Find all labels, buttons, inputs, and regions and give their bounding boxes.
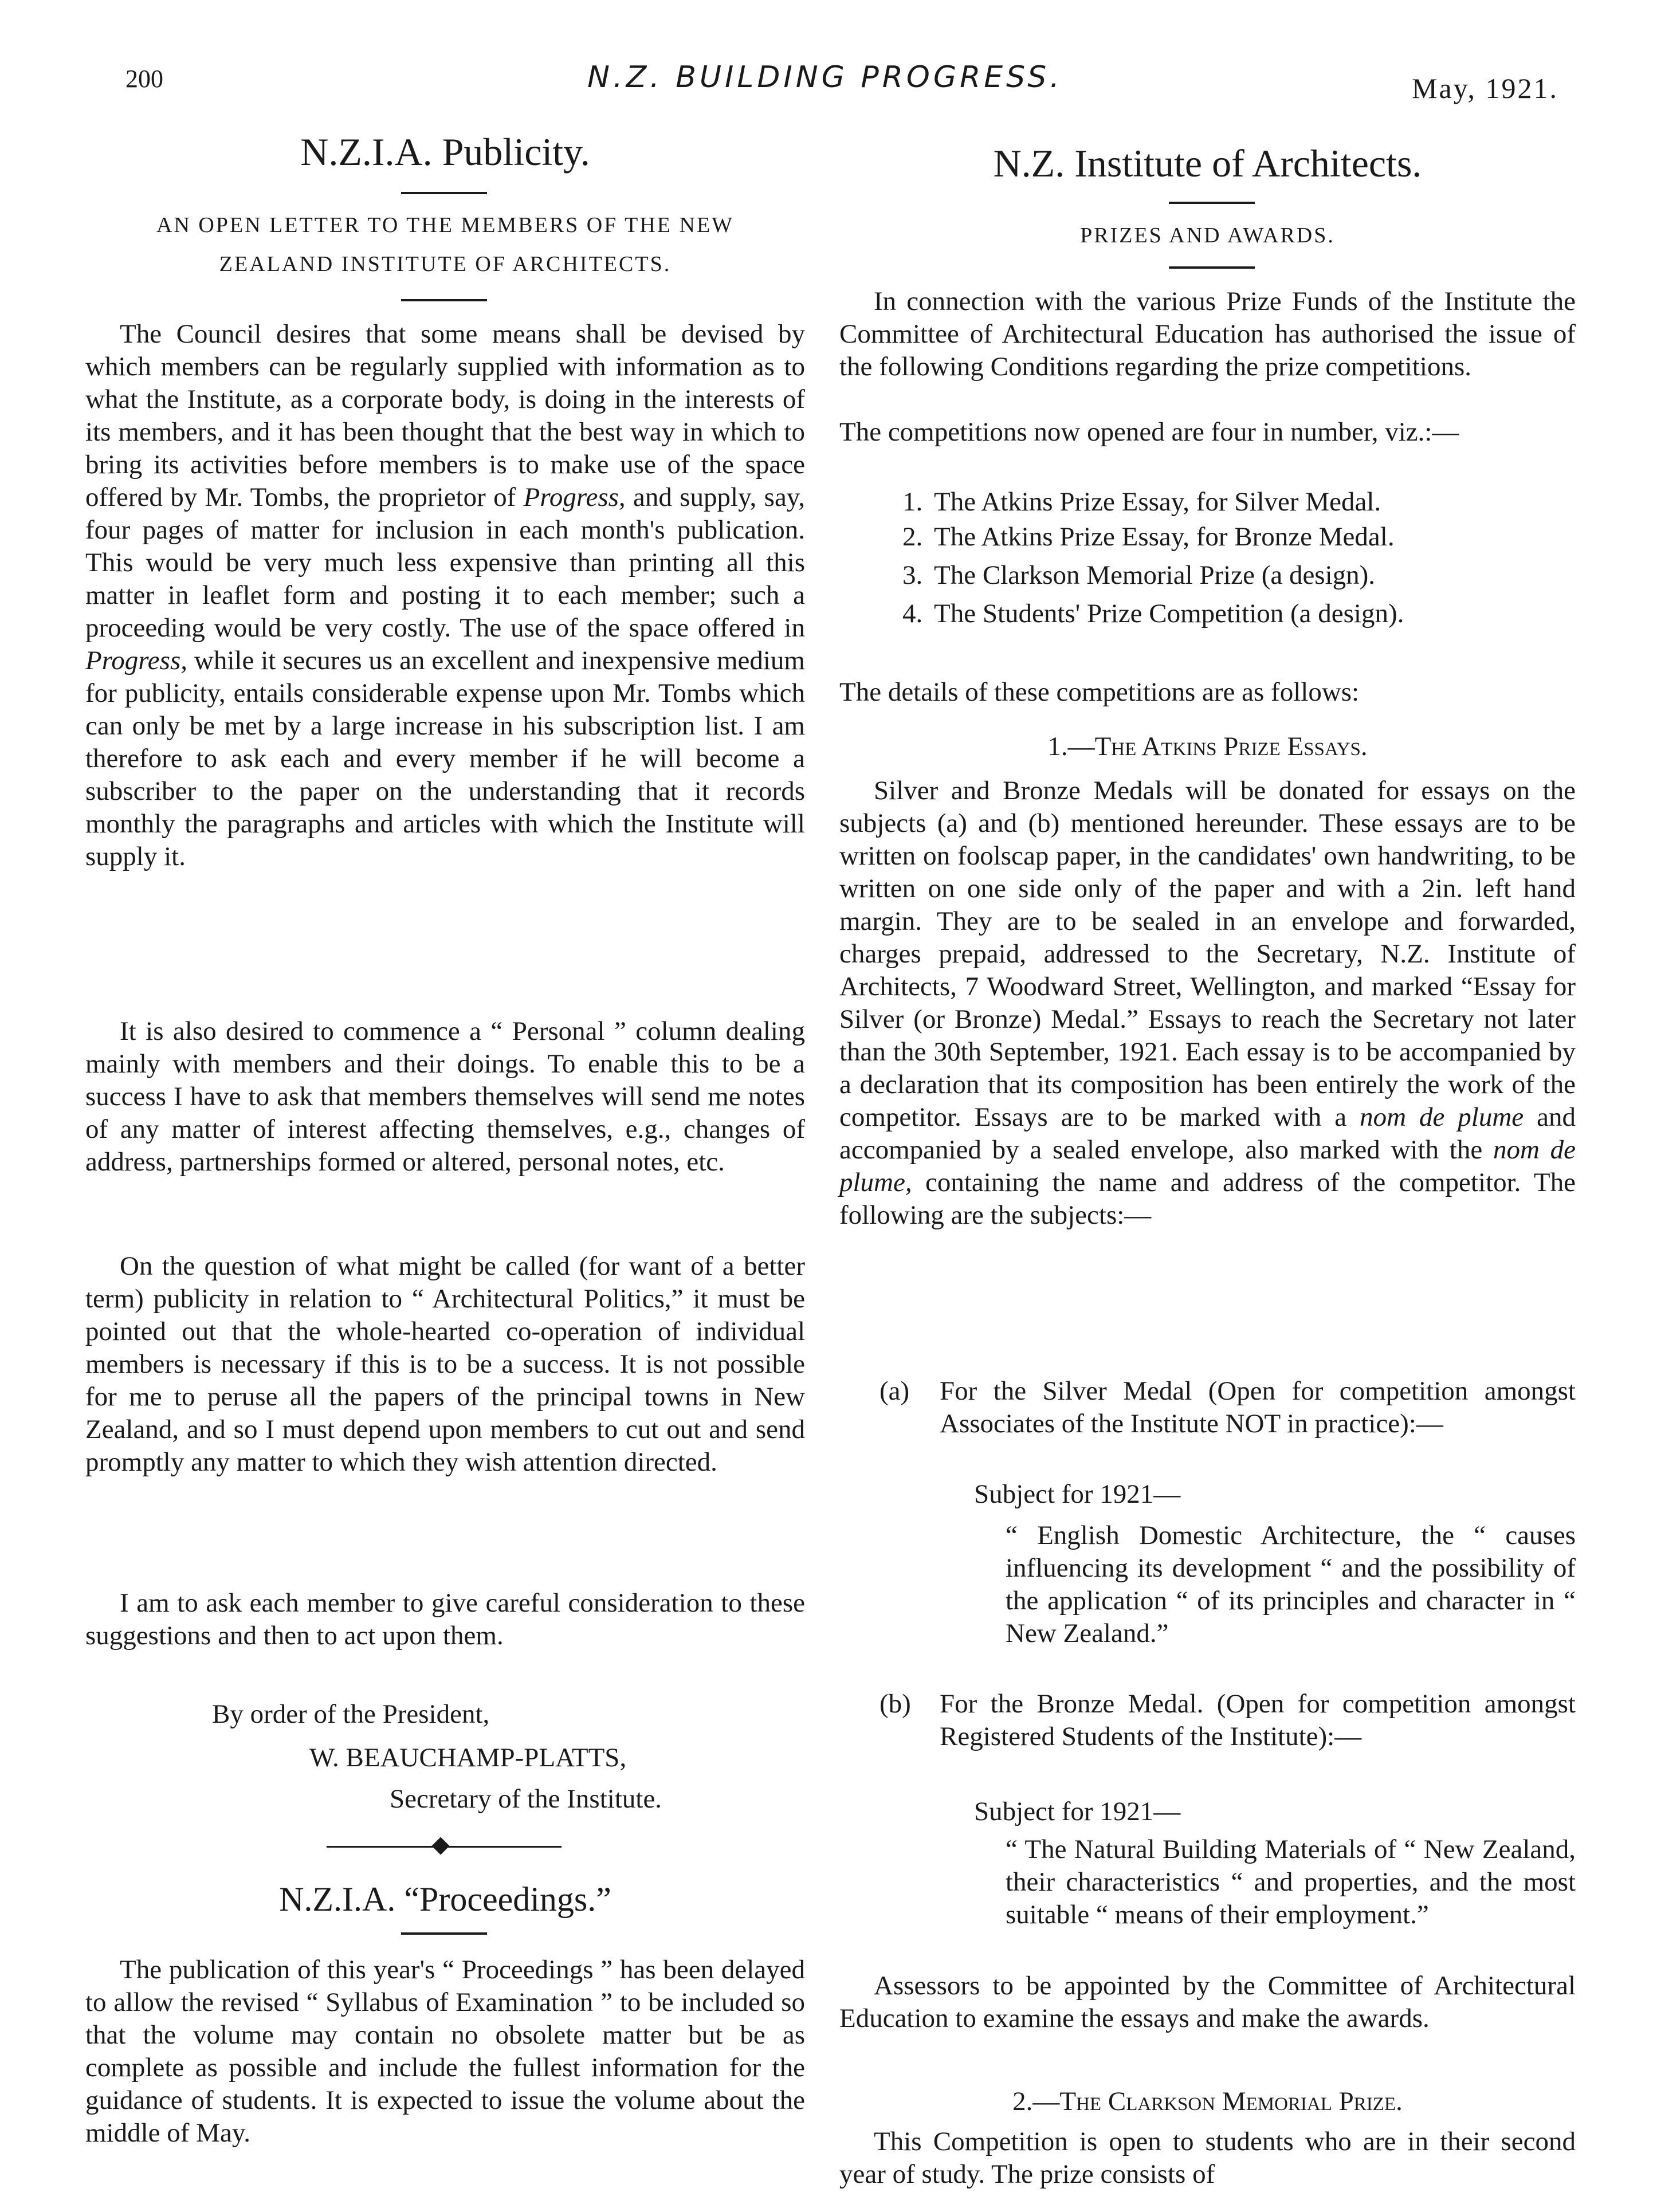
list-item: 4. The Students' Prize Competition (a design). [902, 599, 1404, 628]
divider [401, 299, 487, 301]
competitions-intro: The competitions now opened are four in number, viz.:— [839, 417, 1459, 447]
prizes-subtitle: PRIZES AND AWARDS. [1080, 223, 1335, 247]
proceedings-paragraph: The publication of this year's “ Proceedings ” has been delayed to allow the revised “ Syllabus of Examination ” to be included so that the volume may contain no obsolete matter but be as complete as possible and include the fullest information for the guidance of students. It is expected to issue the volume about the middle of May. [85, 1955, 805, 2148]
details-intro: The details of these competitions are as follows: [839, 677, 1360, 707]
signature-line-1: By order of the President, [212, 1699, 490, 1729]
institute-heading: N.Z. Institute of Architects. [993, 142, 1422, 185]
diamond-ornament-icon [431, 1837, 449, 1855]
list-item: 3. The Clarkson Memorial Prize (a design). [902, 560, 1376, 590]
item-b-label: (b) [879, 1689, 911, 1719]
atkins-paragraph: Silver and Bronze Medals will be donated for essays on the subjects (a) and (b) mentioned hereunder. These essays are to be written on foolscap paper, in the candidates' own handwriting, to be written on one side only of the paper and with a 2in. left hand margin. They are to be sealed in an envelope and forwarded, charges prepaid, addressed to the Secretary, N.Z. Institute of Architects, 7 Woodward Street, Wellington, and marked “Essay for Silver (or Bronze) Medal.” Essays to reach the Secretary not later than the 30th September, 1921. Each essay is to be accompanied by a declaration that its composition has been entirely the work of the competitor. Essays are to be marked with a nom de plume and accompanied by a sealed envelope, also marked with the nom de plume, containing the name and address of the competitor. The following are the subjects:— [839, 776, 1576, 1230]
list-item: 2. The Atkins Prize Essay, for Bronze Medal. [902, 522, 1395, 552]
item-a-text: For the Silver Medal (Open for competition amongst Associates of the Institute NOT in practice):— [940, 1376, 1576, 1439]
item-b-quote: “ The Natural Building Materials of “ New Zealand, their characteristics “ and properties, and the most suitable “ means of their employment.” [1006, 1834, 1576, 1930]
publicity-paragraph-2: It is also desired to commence a “ Personal ” column dealing mainly with members and their doings. To enable this to be a success I have to ask that members themselves will send me notes of any matter of interest affecting themselves, e.g., changes of address, partnerships formed or altered, personal notes, etc. [85, 1016, 805, 1177]
publicity-paragraph-3: On the question of what might be called (for want of a better term) publicity in relation to “ Architectural Politics,” it must be pointed out that the whole-hearted co-operation of individual members is necessary if this is to be a success. It is not possible for me to peruse all the papers of the principal towns in New Zealand, and so I must depend upon members to cut out and send promptly any matter to which they wish attention directed. [85, 1251, 805, 1477]
publicity-heading: N.Z.I.A. Publicity. [300, 130, 590, 174]
divider [1169, 266, 1255, 269]
list-item: 1. The Atkins Prize Essay, for Silver Medal. [902, 487, 1381, 517]
item-b-subject: Subject for 1921— [974, 1797, 1181, 1826]
assessors-paragraph: Assessors to be appointed by the Committee of Architectural Education to examine the essays and make the awards. [839, 1971, 1576, 2033]
page-number: 200 [125, 65, 163, 93]
journal-title: N.Z. BUILDING PROGRESS. [587, 60, 1063, 95]
signature-name: W. BEAUCHAMP-PLATTS, [309, 1743, 627, 1773]
item-a-quote: “ English Domestic Architecture, the “ causes influencing its development “ and the possibility of the application “ of its principles and character in “ New Zealand.” [1006, 1520, 1576, 1648]
item-b-text: For the Bronze Medal. (Open for competition amongst Registered Students of the Institute):— [940, 1689, 1576, 1751]
item-a-subject: Subject for 1921— [974, 1479, 1181, 1509]
divider [401, 1932, 487, 1935]
item-a-label: (a) [879, 1376, 910, 1406]
intro-paragraph: In connection with the various Prize Funds of the Institute the Committee of Architectural Education has authorised the issue of the following Conditions regarding the prize competitions. [839, 286, 1576, 382]
divider [1169, 202, 1255, 204]
atkins-section-heading: 1.—The Atkins Prize Essays. [1047, 732, 1368, 761]
signature-title: Secretary of the Institute. [390, 1784, 662, 1814]
issue-date: May, 1921. [1412, 72, 1558, 104]
publicity-subtitle-2: ZEALAND INSTITUTE OF ARCHITECTS. [219, 252, 672, 276]
publicity-paragraph-4: I am to ask each member to give careful consideration to these suggestions and then to act upon them. [85, 1588, 805, 1651]
divider [401, 192, 487, 194]
publicity-paragraph-1: The Council desires that some means shall be devised by which members can be regularly supplied with information as to what the Institute, as a corporate body, is doing in the interests of its members, and it has been thought that the best way in which to bring its activities before members is to make use of the space offered by Mr. Tombs, the proprietor of Progress, and supply, say, four pages of matter for inclusion in each month's publication. This would be very much less expensive than printing all this matter in leaflet form and posting it to each member; such a proceeding would be very costly. The use of the space offered in Progress, while it secures us an excellent and inexpensive medium for publicity, entails considerable expense upon Mr. Tombs which can only be met by a large increase in his subscription list. I am therefore to ask each and every member if he will become a subscriber to the paper on the understanding that it records monthly the paragraphs and articles with which the Institute will supply it. [85, 319, 806, 871]
competition-list [839, 486, 1576, 630]
proceedings-heading: N.Z.I.A. “Proceedings.” [279, 1880, 611, 1918]
clarkson-section-heading: 2.—The Clarkson Memorial Prize. [1012, 2087, 1403, 2116]
publicity-subtitle-1: AN OPEN LETTER TO THE MEMBERS OF THE NEW [156, 213, 735, 237]
clarkson-paragraph: This Competition is open to students who are in their second year of study. The prize consists of [839, 2127, 1576, 2189]
